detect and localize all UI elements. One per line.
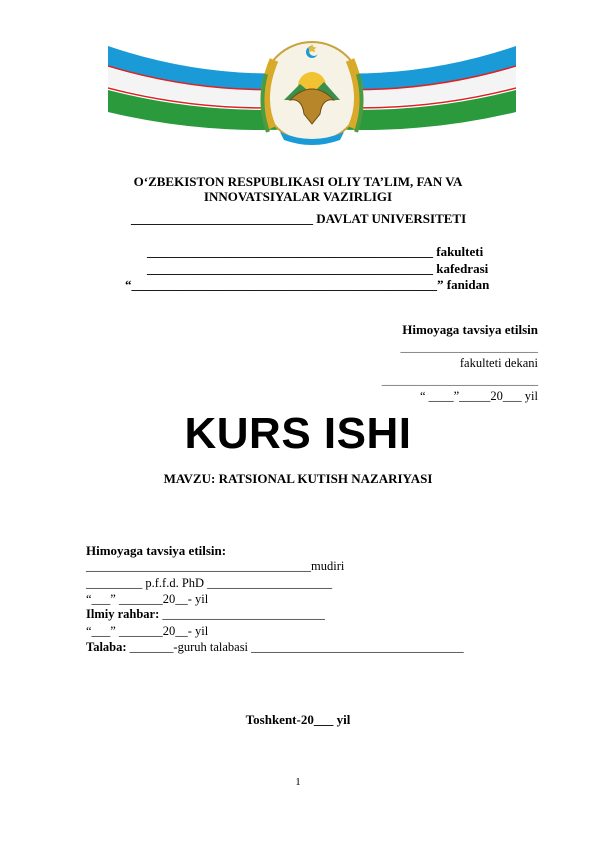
approval-signature-line: ______________________ [400, 340, 538, 354]
supervisor-label: Ilmiy rahbar: [86, 607, 160, 621]
approval-title: Himoyaga tavsiya etilsin [402, 322, 538, 337]
city-year: Toshkent-20___ yil [245, 712, 351, 727]
subject-line: “_______________________________________________” fanidan [125, 277, 490, 292]
student-line: _______-guruh talabasi __________________________________ [126, 640, 464, 654]
dean-signature-line: _________________________ [381, 373, 538, 387]
topic-line: MAVZU: RATSIONAL KUTISH NAZARIYASI [163, 471, 433, 486]
signatures-heading: Himoyaga tavsiya etilsin: [86, 543, 227, 558]
page-title: KURS ISHI [184, 409, 412, 458]
approval-date: “ ____”_____20___ yil [419, 389, 538, 403]
page-number: 1 [295, 776, 301, 788]
degree-line: _________ p.f.f.d. PhD ____________________ [86, 576, 333, 590]
student-row [86, 640, 464, 655]
university-line: ____________________________ DAVLAT UNIVERSITETI [131, 211, 467, 226]
date-line-2: “___” _______20__- yil [86, 624, 209, 638]
head-of-department-line: ____________________________________mudiri [86, 559, 345, 573]
ministry-line-2: INNOVATSIYALAR VAZIRLIGI [203, 189, 393, 204]
supervisor-row [86, 607, 325, 622]
faculty-line: ____________________________________________ fakulteti [147, 244, 484, 259]
department-line: ____________________________________________ kafedrasi [147, 261, 489, 276]
dean-label: fakulteti dekani [459, 356, 538, 370]
supervisor-line: __________________________ [159, 607, 325, 621]
student-label: Talaba: [86, 640, 127, 654]
state-emblem-banner [108, 38, 516, 146]
emblem-icon [108, 38, 516, 146]
ministry-line-1: O‘ZBEKISTON RESPUBLIKASI OLIY TA’LIM, FAN VA [133, 174, 463, 189]
date-line-1: “___” _______20__- yil [86, 592, 209, 606]
